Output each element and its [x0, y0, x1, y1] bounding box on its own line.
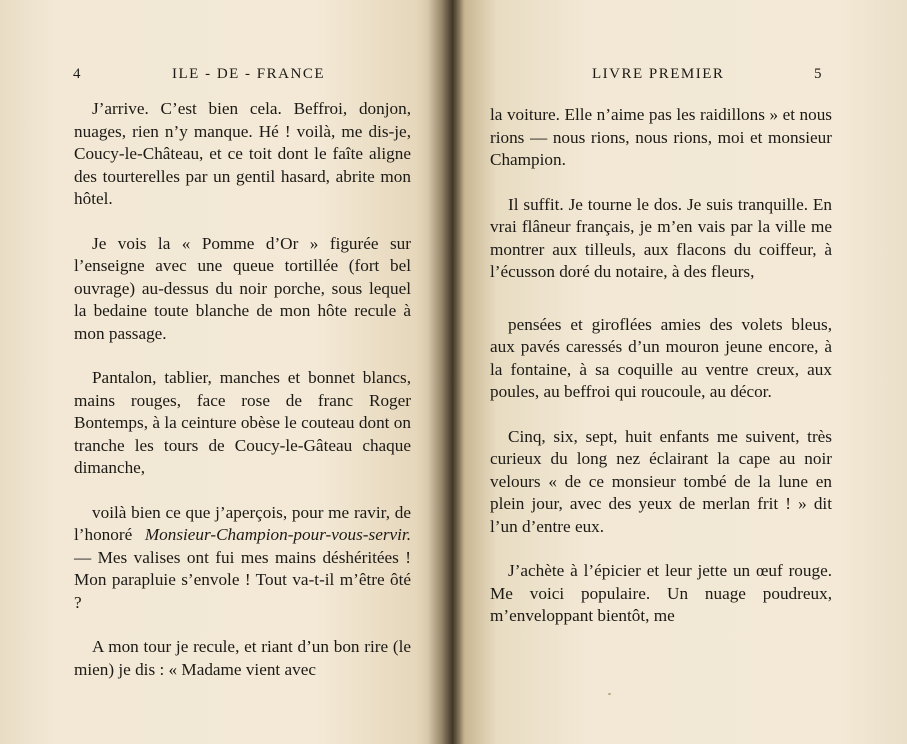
- right-paragraph-1: la voiture. Elle n’aime pas les raidillons » et nous rions — nous rions, nous rions, moi et monsieur Champion.: [490, 105, 832, 169]
- right-paragraph-5: J’achète à l’épicier et leur jette un œuf rouge. Me voici populaire. Un nuage poudreux, m’enveloppant bientôt, me: [490, 561, 832, 625]
- left-paragraph-2: Je vois la « Pomme d’Or » figurée sur l’enseigne avec une queue tortillée (fort bel ouvrage) au-dessus du noir porche, sous lequel la bedaine toute blanche de mon hôte recule à mon passage.: [74, 233, 411, 343]
- left-paragraph-4-italic: Monsieur-Champion-pour-vous-servir.: [144, 525, 411, 544]
- left-text-block: [74, 98, 411, 681]
- right-page-number: 5: [814, 66, 822, 82]
- left-running-title: ILE - DE - FRANCE: [172, 66, 325, 82]
- left-paragraph-4-start: voilà bien ce que j’aperçois, pour me ravir, de l’honoré: [74, 502, 411, 544]
- left-page: [0, 0, 452, 744]
- paper-speck: [608, 693, 611, 695]
- right-paragraph-4: Cinq, six, sept, huit enfants me suivent, très curieux du long nez éclairant la cape au noir velours « de ce monsieur tombé de la lune en plein jour, avec des yeux de merlan frit ! » dit l’un d’entre eux.: [490, 426, 832, 536]
- left-paragraph-1: J’arrive. C’est bien cela. Beffroi, donjon, nuages, rien n’y manque. Hé ! voilà, me dis-je, Coucy-le-Château, et ce toit dont le faîte aligne des tourterelles par un gentil hasard, abrite mon hôtel.: [74, 99, 411, 208]
- right-paragraph-2: Il suffit. Je tourne le dos. Je suis tranquille. En vrai flâneur français, je m’en vais par la ville me montrer aux tilleuls, aux flacons du coiffeur, à l’écusson doré du notaire, à des fleurs,: [490, 194, 832, 281]
- left-paragraph-4-end: — Mes valises ont fui mes mains déshéritées ! Mon parapluie s’envole ! Tout va-t-il m’être ôté ?: [74, 547, 411, 612]
- left-paragraph-5: A mon tour je recule, et riant d’un bon rire (le mien) je dis : « Madame vient avec: [74, 637, 411, 679]
- right-text-block: [490, 104, 832, 628]
- right-running-title: LIVRE PREMIER: [592, 66, 725, 82]
- right-paragraph-3: pensées et giroflées amies des volets bleus, aux pavés caressés d’un mouron jeune encore, à la fontaine, à sa coquille au ventre creux, aux poules, au beffroi qui roucoule, au décor.: [490, 314, 832, 401]
- left-page-number: 4: [73, 66, 81, 82]
- right-page: [452, 0, 907, 744]
- left-paragraph-3: Pantalon, tablier, manches et bonnet blancs, mains rouges, face rose de franc Roger Bontemps, à la ceinture obèse le couteau dont on tranche les tours de Coucy-le-Gâteau chaque dimanche,: [74, 368, 411, 477]
- left-paragraph-4: [74, 502, 411, 615]
